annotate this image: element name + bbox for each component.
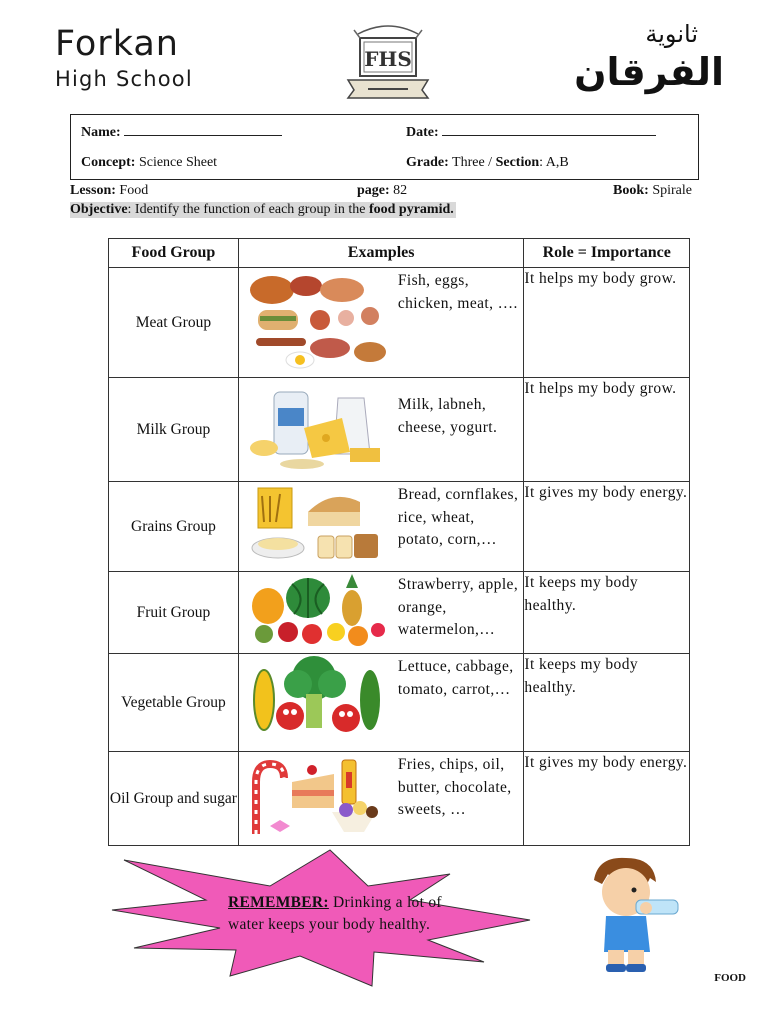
examples-text: Milk, labneh, cheese, yogurt. (397, 396, 498, 436)
examples-text: Bread, cornflakes, rice, wheat, potato, corn,… (397, 486, 519, 548)
concept-value: Science Sheet (138, 155, 218, 170)
sweets-icon (239, 752, 394, 842)
page-label: page: (357, 183, 390, 198)
examples-text: Strawberry, apple, orange, watermelon,… (397, 576, 519, 638)
examples-cell (238, 752, 524, 846)
lesson-label: Lesson: (70, 183, 116, 198)
milk-icon (239, 378, 394, 474)
boy-drinking-water-illustration (576, 852, 686, 974)
student-info-box (70, 114, 699, 180)
brand-name-arabic-small: ثانوية (645, 20, 698, 48)
book-line (613, 183, 692, 199)
lesson-value: Food (119, 183, 149, 198)
group-cell: Fruit Group (109, 572, 239, 654)
name-blank[interactable] (124, 123, 282, 136)
school-crest-logo (338, 20, 438, 102)
table-row (109, 482, 690, 572)
group-cell: Meat Group (109, 268, 239, 378)
examples-text: Fries, chips, oil, butter, chocolate, sweets, … (397, 756, 512, 818)
brand-name-arabic-large: الفرقان (574, 50, 724, 94)
book-value: Spirale (652, 183, 692, 198)
concept-line (81, 155, 217, 171)
grains-icon (239, 482, 394, 568)
role-cell: It helps my body grow. (524, 378, 690, 482)
meat-icon (239, 268, 394, 372)
section-value: : A,B (539, 155, 569, 170)
remember-callout (228, 892, 478, 936)
fruit-icon (239, 572, 394, 650)
examples-cell (238, 482, 524, 572)
crest-letters: FHS (364, 47, 412, 71)
role-cell: It keeps my body healthy. (524, 572, 690, 654)
examples-cell (238, 572, 524, 654)
group-cell: Grains Group (109, 482, 239, 572)
group-cell: Vegetable Group (109, 654, 239, 752)
book-label: Book: (613, 183, 649, 198)
examples-text: Lettuce, cabbage, tomato, carrot,… (397, 658, 514, 698)
grade-line: Grade: Three / Section: A,B (406, 155, 569, 170)
remember-text: Drinking a lot of water keeps your body healthy. (228, 894, 442, 933)
role-cell: It gives my body energy. (524, 482, 690, 572)
brand-name-english: Forkan (55, 24, 179, 64)
grade-value: Three (452, 155, 485, 170)
role-cell: It gives my body energy. (524, 752, 690, 846)
date-label: Date: (406, 125, 439, 140)
role-cell: It helps my body grow. (524, 268, 690, 378)
name-label: Name: (81, 125, 121, 140)
group-cell: Milk Group (109, 378, 239, 482)
food-groups-table (108, 238, 690, 846)
brand-subtitle-english: High School (55, 67, 193, 91)
table-row (109, 654, 690, 752)
examples-cell (238, 654, 524, 752)
section-label: Section (495, 155, 540, 170)
examples-cell (238, 378, 524, 482)
role-cell: It keeps my body healthy. (524, 654, 690, 752)
objective-line (70, 202, 456, 218)
date-blank[interactable] (442, 123, 656, 136)
group-cell: Oil Group and sugar (109, 752, 239, 846)
grade-label: Grade: (406, 155, 449, 170)
objective-label: Objective (70, 202, 128, 217)
objective-bold: food pyramid. (368, 202, 454, 217)
lesson-line (70, 183, 148, 199)
page-line (357, 183, 407, 199)
table-header-row (109, 239, 690, 268)
footer-label: FOOD (714, 972, 746, 984)
header-food-group: Food Group (109, 239, 239, 268)
vegetable-icon (239, 654, 394, 748)
examples-text: Fish, eggs, chicken, meat, …. (397, 272, 518, 312)
date-field[interactable] (406, 123, 656, 141)
name-field[interactable] (81, 123, 282, 141)
header-role: Role = Importance (524, 239, 690, 268)
examples-cell (238, 268, 524, 378)
table-row (109, 752, 690, 846)
table-row (109, 268, 690, 378)
objective-text: : Identify the function of each group in the (127, 202, 369, 217)
concept-label: Concept: (81, 155, 136, 170)
page-value: 82 (393, 183, 408, 198)
table-row (109, 378, 690, 482)
table-row (109, 572, 690, 654)
header-examples: Examples (238, 239, 524, 268)
remember-label: REMEMBER: (228, 894, 329, 911)
